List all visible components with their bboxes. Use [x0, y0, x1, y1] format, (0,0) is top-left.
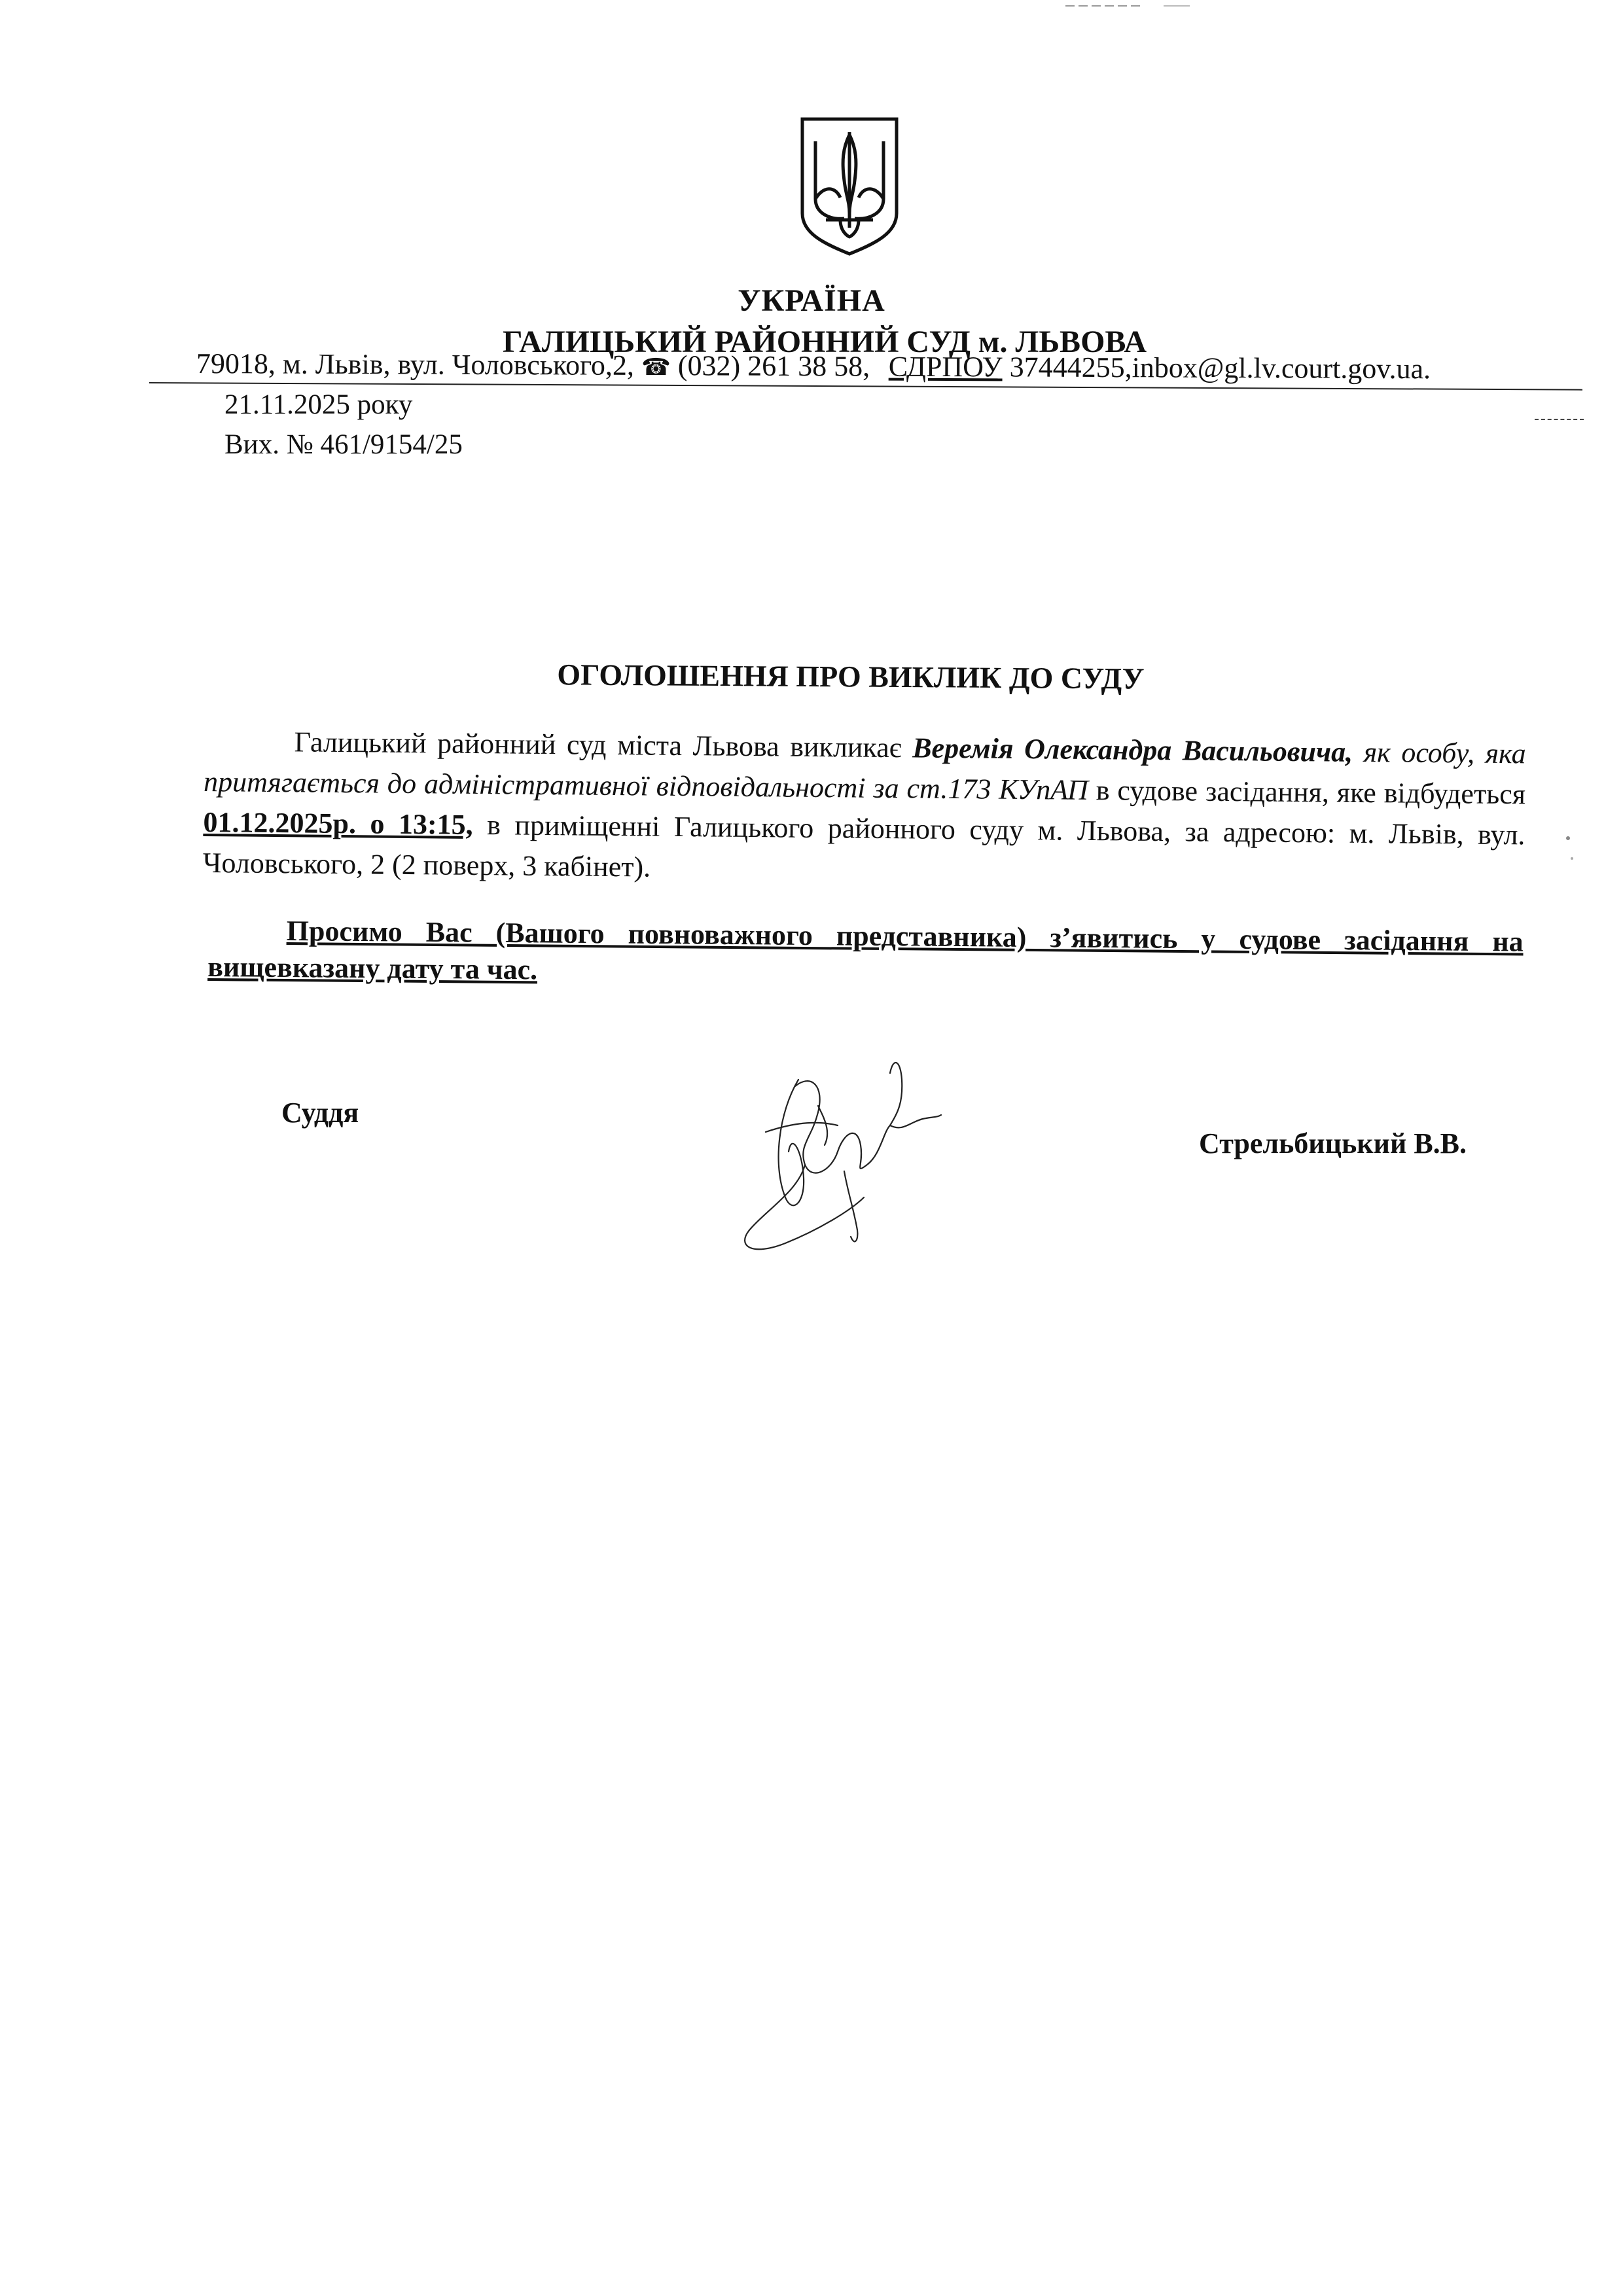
hearing-datetime: 01.12.2025р. о 13:15, [203, 805, 473, 841]
coat-of-arms-icon [797, 115, 902, 256]
judge-label: Суддя [281, 1097, 359, 1129]
body-text-part: в судове засідання, яке відбудеться [1088, 773, 1526, 811]
scan-artifact [1065, 3, 1190, 9]
notice-title: ОГОЛОШЕННЯ ПРО ВИКЛИК ДО СУДУ [557, 658, 1145, 696]
edrpou-label: СДРПОУ [888, 350, 1003, 383]
judge-name: Стрельбицький В.В. [1199, 1127, 1467, 1159]
header-divider-tail [1535, 419, 1584, 420]
edrpou-and-email: 37444255,inbox@gl.lv.court.gov.ua. [1009, 351, 1431, 385]
body-text-legal-basis: як особу, яка притягається до адміністративної відповідальності за ст.173 КУпАП [203, 735, 1526, 806]
scan-speck [1566, 836, 1570, 840]
outgoing-date: 21.11.2025 року [224, 389, 413, 420]
court-requisites-line [196, 347, 1571, 386]
outgoing-number: Вих. № 461/9154/25 [224, 429, 463, 460]
court-phone: (032) 261 38 58, [677, 349, 870, 383]
telephone-icon: ☎ [641, 353, 671, 381]
court-address: 79018, м. Львів, вул. Чоловського,2, [196, 347, 635, 381]
body-text-part: в приміщенні Галицького районного суду м. Львова, за адресою: м. Львів, вул. Чоловського, 2 (2 поверх, 3 кабінет). [202, 808, 1525, 883]
appearance-request [207, 912, 1524, 997]
appearance-request-text: Просимо Вас (Вашого повноважного представника) з’явитись у судове засідання на вищевказану дату та час. [207, 915, 1524, 986]
judge-signature [726, 1040, 942, 1263]
court-name-heading: ГАЛИЦЬКИЙ РАЙОННИЙ СУД м. ЛЬВОВА [502, 325, 1147, 359]
summoned-person: Веремія Олександра Васильовича, [912, 732, 1353, 768]
body-text-part: Галицький районний суд міста Львова викликає [294, 726, 913, 764]
notice-body-paragraph [203, 721, 1526, 896]
scan-speck [1571, 857, 1573, 860]
country-heading: УКРАЇНА [738, 283, 885, 318]
